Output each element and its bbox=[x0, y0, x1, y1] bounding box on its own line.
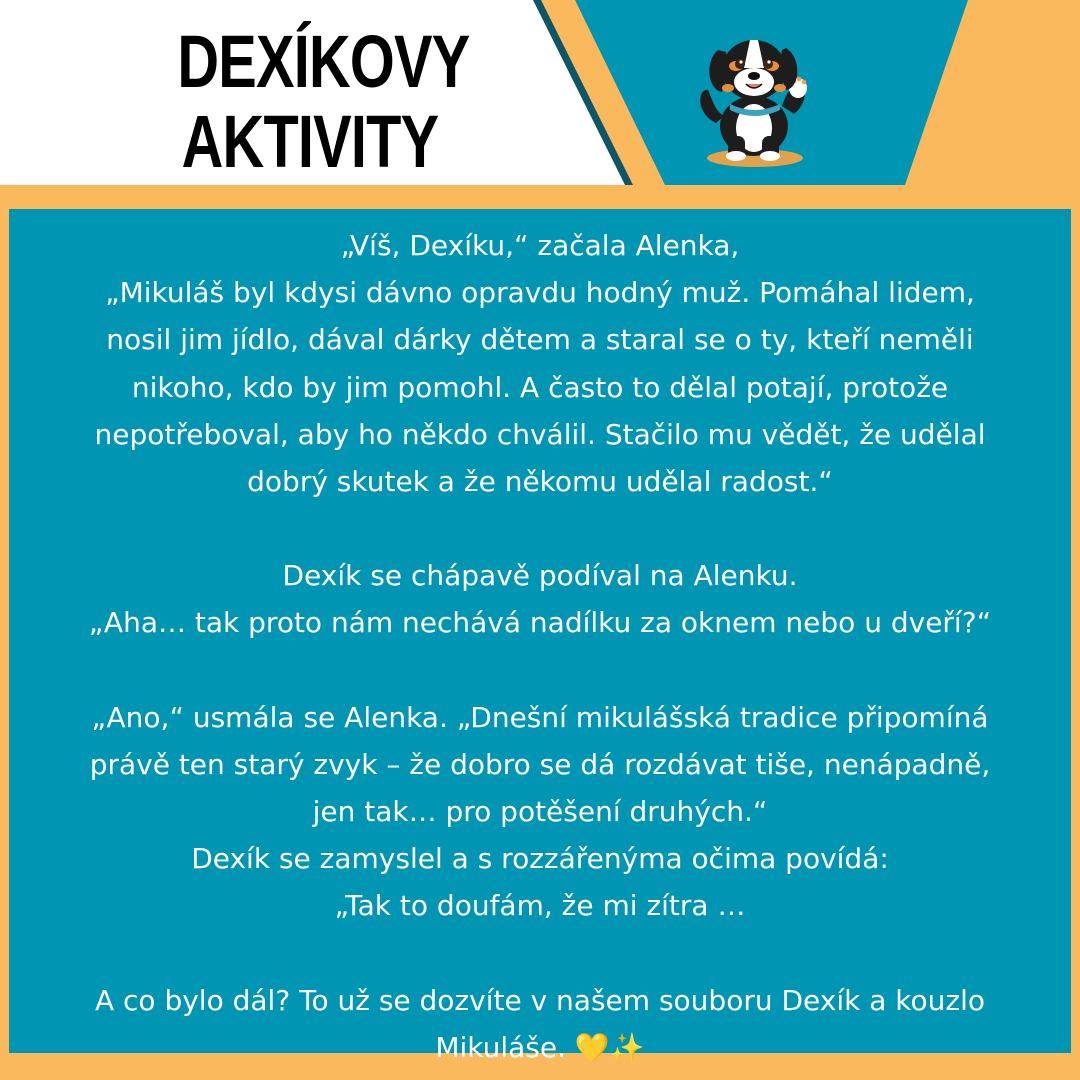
story-line: nepotřeboval, aby ho někdo chválil. Stačilo mu vědět, že udělal bbox=[94, 417, 986, 451]
dog-mascot-icon bbox=[690, 18, 820, 168]
story-line: Dexík se chápavě podíval na Alenku. bbox=[282, 559, 798, 593]
story-line: „Aha… tak proto nám nechává nadílku za oknem nebo u dveří?“ bbox=[88, 606, 992, 640]
story-line: A co bylo dál? To už se dozvíte v našem souboru Dexík a kouzlo bbox=[94, 983, 985, 1017]
story-line: „Mikuláš byl kdysi dávno opravdu hodný muž. Pomáhal lidem, bbox=[105, 276, 975, 310]
story-line: dobrý skutek a že někomu udělal radost.“ bbox=[247, 465, 833, 499]
paragraph-gap bbox=[9, 930, 1071, 977]
story-line: Dexík se zamyslel a s rozzářenýma očima povídá: bbox=[191, 842, 889, 876]
story-line: nosil jim jídlo, dával dárky dětem a staral se o ty, kteří neměli bbox=[106, 323, 974, 357]
paragraph-gap bbox=[9, 505, 1071, 552]
title-line-2: AKTIVITY bbox=[181, 100, 439, 183]
paragraph-gap bbox=[9, 647, 1071, 694]
story-text bbox=[9, 222, 1071, 1071]
story-line: jen tak… pro potěšení druhých.“ bbox=[312, 795, 768, 829]
story-line: „Tak to doufám, že mi zítra … bbox=[334, 889, 746, 923]
page-title bbox=[177, 20, 470, 183]
story-line: „Víš, Dexíku,“ začala Alenka, bbox=[340, 229, 740, 262]
story-line: Mikuláše. 💛✨ bbox=[435, 1030, 645, 1064]
story-line: právě ten starý zvyk – že dobro se dá rozdávat tiše, nenápadně, bbox=[89, 747, 991, 781]
story-line: nikoho, kdo by jim pomohl. A často to dělal potají, protože bbox=[131, 370, 949, 404]
story-line: „Ano,“ usmála se Alenka. „Dnešní mikulášská tradice připomíná bbox=[91, 700, 989, 734]
title-line-1: DEXÍKOVY bbox=[177, 20, 470, 103]
